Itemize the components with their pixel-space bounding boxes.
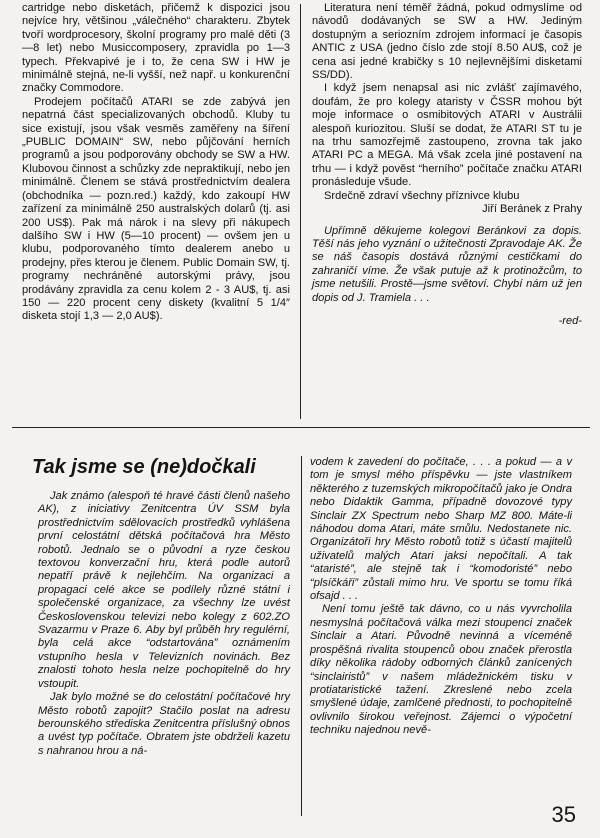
paragraph: Srdečně zdraví všechny příznivce klubu <box>324 189 520 202</box>
paragraph: cartridge nebo disketách, přičemž k dispozici jsou nejvíce hry, většinou „válečného“ charakteru. Zbytek tvoří wordprocesory, školní programy pro malé děti (3—8 let) nebo Musiccomposery, zpravidla po 1—3 typech. Překvapivé je i to, že cena SW i HW je minimálně stejná, ne-li vyšší, než např. u konkurenční značky Commodore. <box>22 2 290 95</box>
editor-sign: -red- <box>558 314 582 327</box>
article-left-column <box>38 490 290 758</box>
page-number: 35 <box>551 802 576 827</box>
column-divider <box>300 4 301 419</box>
column-divider <box>301 456 302 816</box>
top-left-column <box>22 2 290 324</box>
article-right-column <box>310 456 572 738</box>
paragraph: Není tomu ještě tak dávno, co u nás vyvrcholila nesmyslná počítačová válka mezi stoupenci značek Sinclair a Atari. Původně nevinná a víceméně prospěšná rivalita stoupenců obou značek přerostla díky několika rádoby odborných článků zanícených “sinclairistů” v našem mládežnickém tisku v protiataristické tažení. Zkreslené nebo zcela smyšlené údaje, zamlčené přednosti, to pochopitelně ovlivnilo širokou veřejnost. Zájemci o výpočetní techniku najednou nevě- <box>310 603 572 737</box>
article-title: Tak jsme se (ne)dočkali <box>32 456 256 478</box>
paragraph: Literatura není téměř žádná, pokud odmyslíme od návodů dodávaných se SW a HW. Jediným dostupným a seriozním zdrojem informací je časopis ANTIC z USA (jedno číslo zde stojí 8.50 AU$, což je cena asi jedné krabičky s 10 nejlevnějšími disketami SS/DD). <box>312 2 582 82</box>
letter-signature: Jiří Beránek z Prahy <box>482 203 582 216</box>
paragraph: Jak bylo možné se do celostátní počítačové hry Město robotů zapojit? Stačilo poslat na adresu berounského střediska Zenitcentra příslušný obnos a uvést typ počítače. Obratem jste obdrželi kazetu s nahranou hrou a ná- <box>38 691 290 757</box>
paragraph: I když jsem nenapsal asi nic zvlášť zajímavého, doufám, že pro kolegy ataristy v ČSSR mohou být moje informace o osmibitových ATARI v Austrálii alespoň kuriozitou. Sluší se dodat, že ATARI ST tu je na trhu samozřejmě zastoupeno, zrovna tak jako ATARI PC a MEGA. Má však zcela jiné postavení na trhu — i když pověst “herního” počítače značku ATARI pronásleduje všude. <box>312 82 582 189</box>
paragraph: Jak známo (alespoň té hravé části členů našeho AK), z iniciativy Zenitcentra ÚV SSM byla prostřednictvím sdělovacích prostředků vyhlášena první celostátní dětská počítačová hra Město robotů. Jednalo se o původní a ryze českou textovou konverzační hru, která podle autorů nepatří právě k nejlehčím. Na organizaci a propagaci celé akce se podílely různé státní i společenské organizace, za všechny lze uvést Československou televizi nebo kolegy z 602.ZO Svazarmu v Praze 6. Aby byl průběh hry regulérní, byla celá akce “odstartována” oznámením vstupního hesla v Televizních novinách. Bez znalosti tohoto hesla nelze pochopitelně do hry vstoupit. <box>38 490 290 690</box>
paragraph: vodem k zavedení do počítače, . . . a pokud — a v tom je smysl mého příspěvku — jste vlastníkem některého z tuzemských mikropočítačů jako je Ondra nebo Didaktik Gamma, případně dovozové typy Sinclair ZX Spectrum nebo Sharp MZ 800. Máte-li náhodou doma Atari, máte smůlu. Nedostanete nic. Organizátoři hry Město robotů totiž s účastí majitelů uživatelů malých Atari jaksi nepočítali. A tak “ataristé”, ale stejně tak i “komodoristé” nebo “plsíčkáři” zůstali mimo hru. Ve sportu se tomu říká ofsajd . . . <box>310 456 572 603</box>
top-right-column <box>312 2 582 328</box>
editor-note: Upřímně děkujeme kolegovi Beránkovi za dopis. Těší nás jeho vyznání o užitečnosti Zpravodaje AK. Že se náš časopis dostává různými cestičkami do zahraničí víme. Že však putuje až k protinožcům, to jsme netušili. Prostě—jsme světoví. Chybí nám už jen dopis od J. Tramiela . . . <box>312 224 582 304</box>
paragraph: Prodejem počítačů ATARI se zde zabývá jen nepatrná část specializovaných obchodů. Kluby tu sice existují, jsou však vesměs zaměřeny na šíření „PUBLIC DOMAIN“ SW, nebo půjčování herních programů a jsou podporovány obchody se SW a HW. Klubovou činnost a schůzky zde nepraktikují, nebo jen minimálně. Členem se stává prostřednictvím dealera (obchodníka — pozn.red.) každý, kdo zakoupí HW zařízení za minimálně 250 australských dolarů (tj. asi 200 US$). Pak má nárok i na slevy při nákupech dalšího SW i HW (5—10 procent) — ovšem jen u klubu, podporovaného tímto dealerem anebo u prodejny, přes kterou je členem. Public Domain SW, tj. programy nechráněné autorskými právy, jsou prodávány zpravidla za cenu kolem 2 - 3 AU$, tj. asi 150 — 220 procent ceny diskety (kvalitní 5 1/4″ disketa stojí 1,3 — 2,0 AU$). <box>22 95 290 323</box>
section-divider <box>12 427 590 428</box>
